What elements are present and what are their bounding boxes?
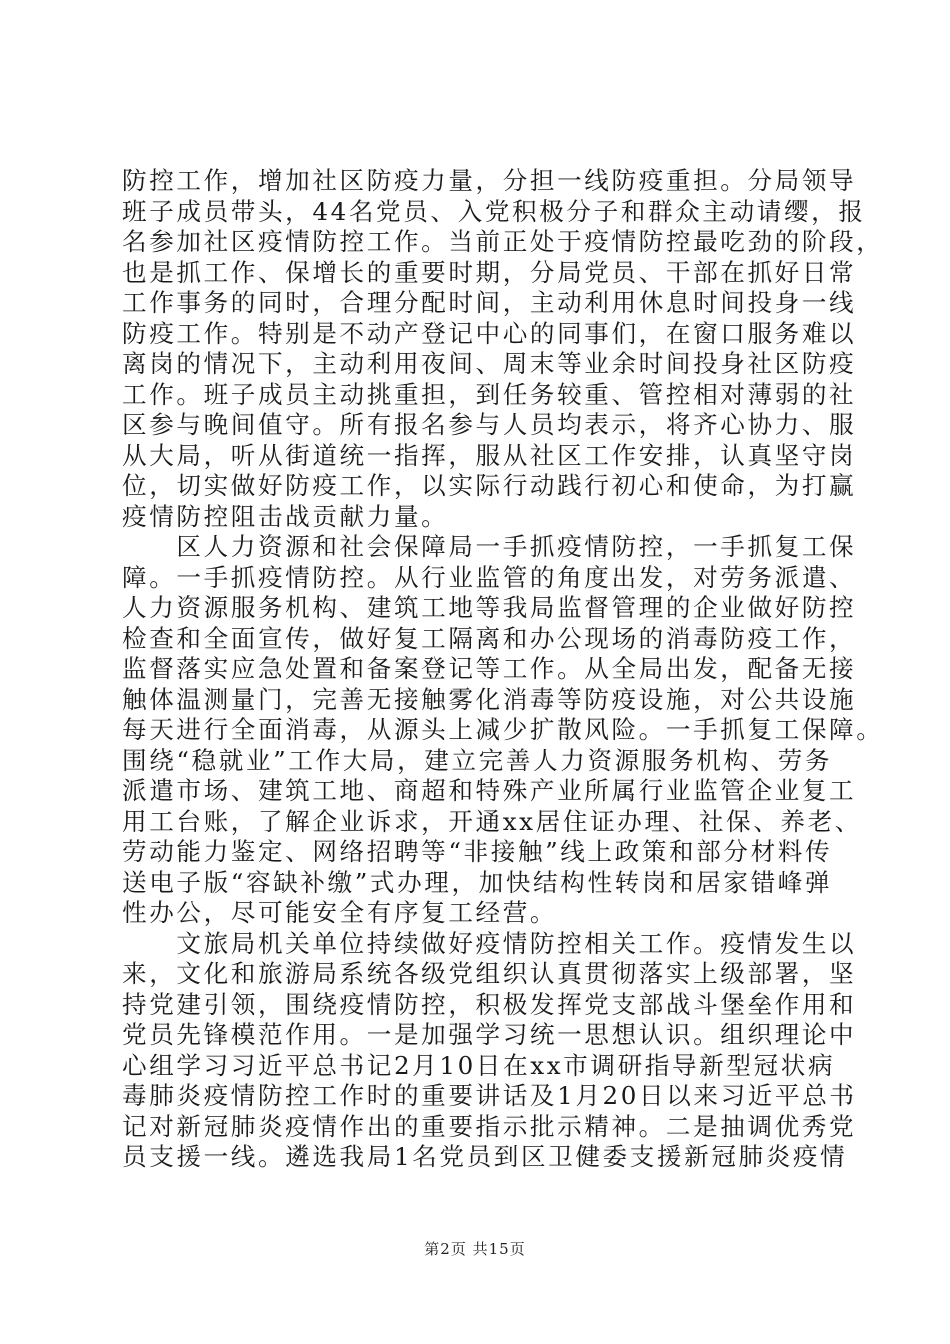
- text-line: 毒肺炎疫情防控工作时的重要讲话及1月20日以来习近平总书: [122, 1081, 857, 1110]
- text-line: 也是抓工作、保增长的重要时期，分局党员、干部在抓好日常: [122, 257, 857, 287]
- paragraph-end-line: 疫情防控阻击战贡献力量。: [122, 501, 449, 531]
- text-line: 用工台账，了解企业诉求，开通xx居住证办理、社保、养老、: [122, 806, 862, 836]
- text-line: 检查和全面宣传，做好复工隔离和办公现场的消毒防疫工作，: [122, 623, 857, 653]
- text-line: 来，文化和旅游局系统各级党组织认真贯彻落实上级部署，坚: [122, 959, 857, 988]
- text-line: 心组学习习近平总书记2月10日在xx市调研指导新型冠状病: [122, 1050, 836, 1080]
- text-line: 障。一手抓疫情防控。从行业监管的角度出发，对劳务派遣、: [122, 562, 857, 592]
- document-body: [122, 166, 884, 1173]
- text-line: 触体温测量门，完善无接触雾化消毒等防疫设施，对公共设施: [122, 684, 857, 714]
- text-line: 每天进行全面消毒，从源头上减少扩散风险。一手抓复工保障。: [122, 715, 884, 744]
- text-line: 送电子版“容缺补缴”式办理，加快结构性转岗和居家错峰弹: [122, 867, 833, 897]
- text-line: 党员先锋模范作用。一是加强学习统一思想认识。组织理论中: [122, 1020, 857, 1049]
- text-line: 防控工作，增加社区防疫力量，分担一线防疫重担。分局领导: [122, 166, 857, 195]
- paragraph-end-line: 性办公，尽可能安全有序复工经营。: [122, 898, 558, 927]
- text-line: 工作事务的同时，合理分配时间，主动利用休息时间投身一线: [122, 288, 857, 317]
- text-line: 员支援一线。遴选我局1名党员到区卫健委支援新冠肺炎疫情: [122, 1142, 848, 1171]
- text-line: 围绕“稳就业”工作大局，建立完善人力资源服务机构、劳务: [122, 745, 833, 775]
- text-line: 从大局，听从街道统一指挥，服从社区工作安排，认真坚守岗: [122, 440, 857, 470]
- text-line: 名参加社区疫情防控工作。当前正处于疫情防控最吃劲的阶段，: [122, 227, 884, 256]
- text-line: 劳动能力鉴定、网络招聘等“非接触”线上政策和部分材料传: [122, 837, 833, 866]
- text-line: 监督落实应急处置和备案登记等工作。从全局出发，配备无接: [122, 654, 857, 683]
- text-line: 派遣市场、建筑工地、商超和特殊产业所属行业监管企业复工: [122, 776, 857, 805]
- paragraph-start-line: 文旅局机关单位持续做好疫情防控相关工作。疫情发生以: [122, 928, 857, 958]
- text-line: 人力资源服务机构、建筑工地等我局监督管理的企业做好防控: [122, 593, 857, 622]
- paragraph-start-line: 区人力资源和社会保障局一手抓疫情防控，一手抓复工保: [122, 532, 857, 561]
- text-line: 防疫工作。特别是不动产登记中心的同事们，在窗口服务难以: [122, 318, 857, 348]
- text-line: 班子成员带头，44名党员、入党积极分子和群众主动请缨，报: [122, 196, 866, 226]
- text-line: 记对新冠肺炎疫情作出的重要指示批示精神。二是抽调优秀党: [122, 1111, 857, 1141]
- text-line: 工作。班子成员主动挑重担，到任务较重、管控相对薄弱的社: [122, 379, 857, 409]
- page-number-footer: 第2页 共15页: [424, 1240, 526, 1258]
- text-line: 持党建引领，围绕疫情防控，积极发挥党支部战斗堡垒作用和: [122, 989, 857, 1019]
- text-line: 区参与晚间值守。所有报名参与人员均表示，将齐心协力、服: [122, 410, 857, 439]
- text-line: 位，切实做好防疫工作，以实际行动践行初心和使命，为打赢: [122, 471, 857, 500]
- text-line: 离岗的情况下，主动利用夜间、周末等业余时间投身社区防疫: [122, 349, 857, 378]
